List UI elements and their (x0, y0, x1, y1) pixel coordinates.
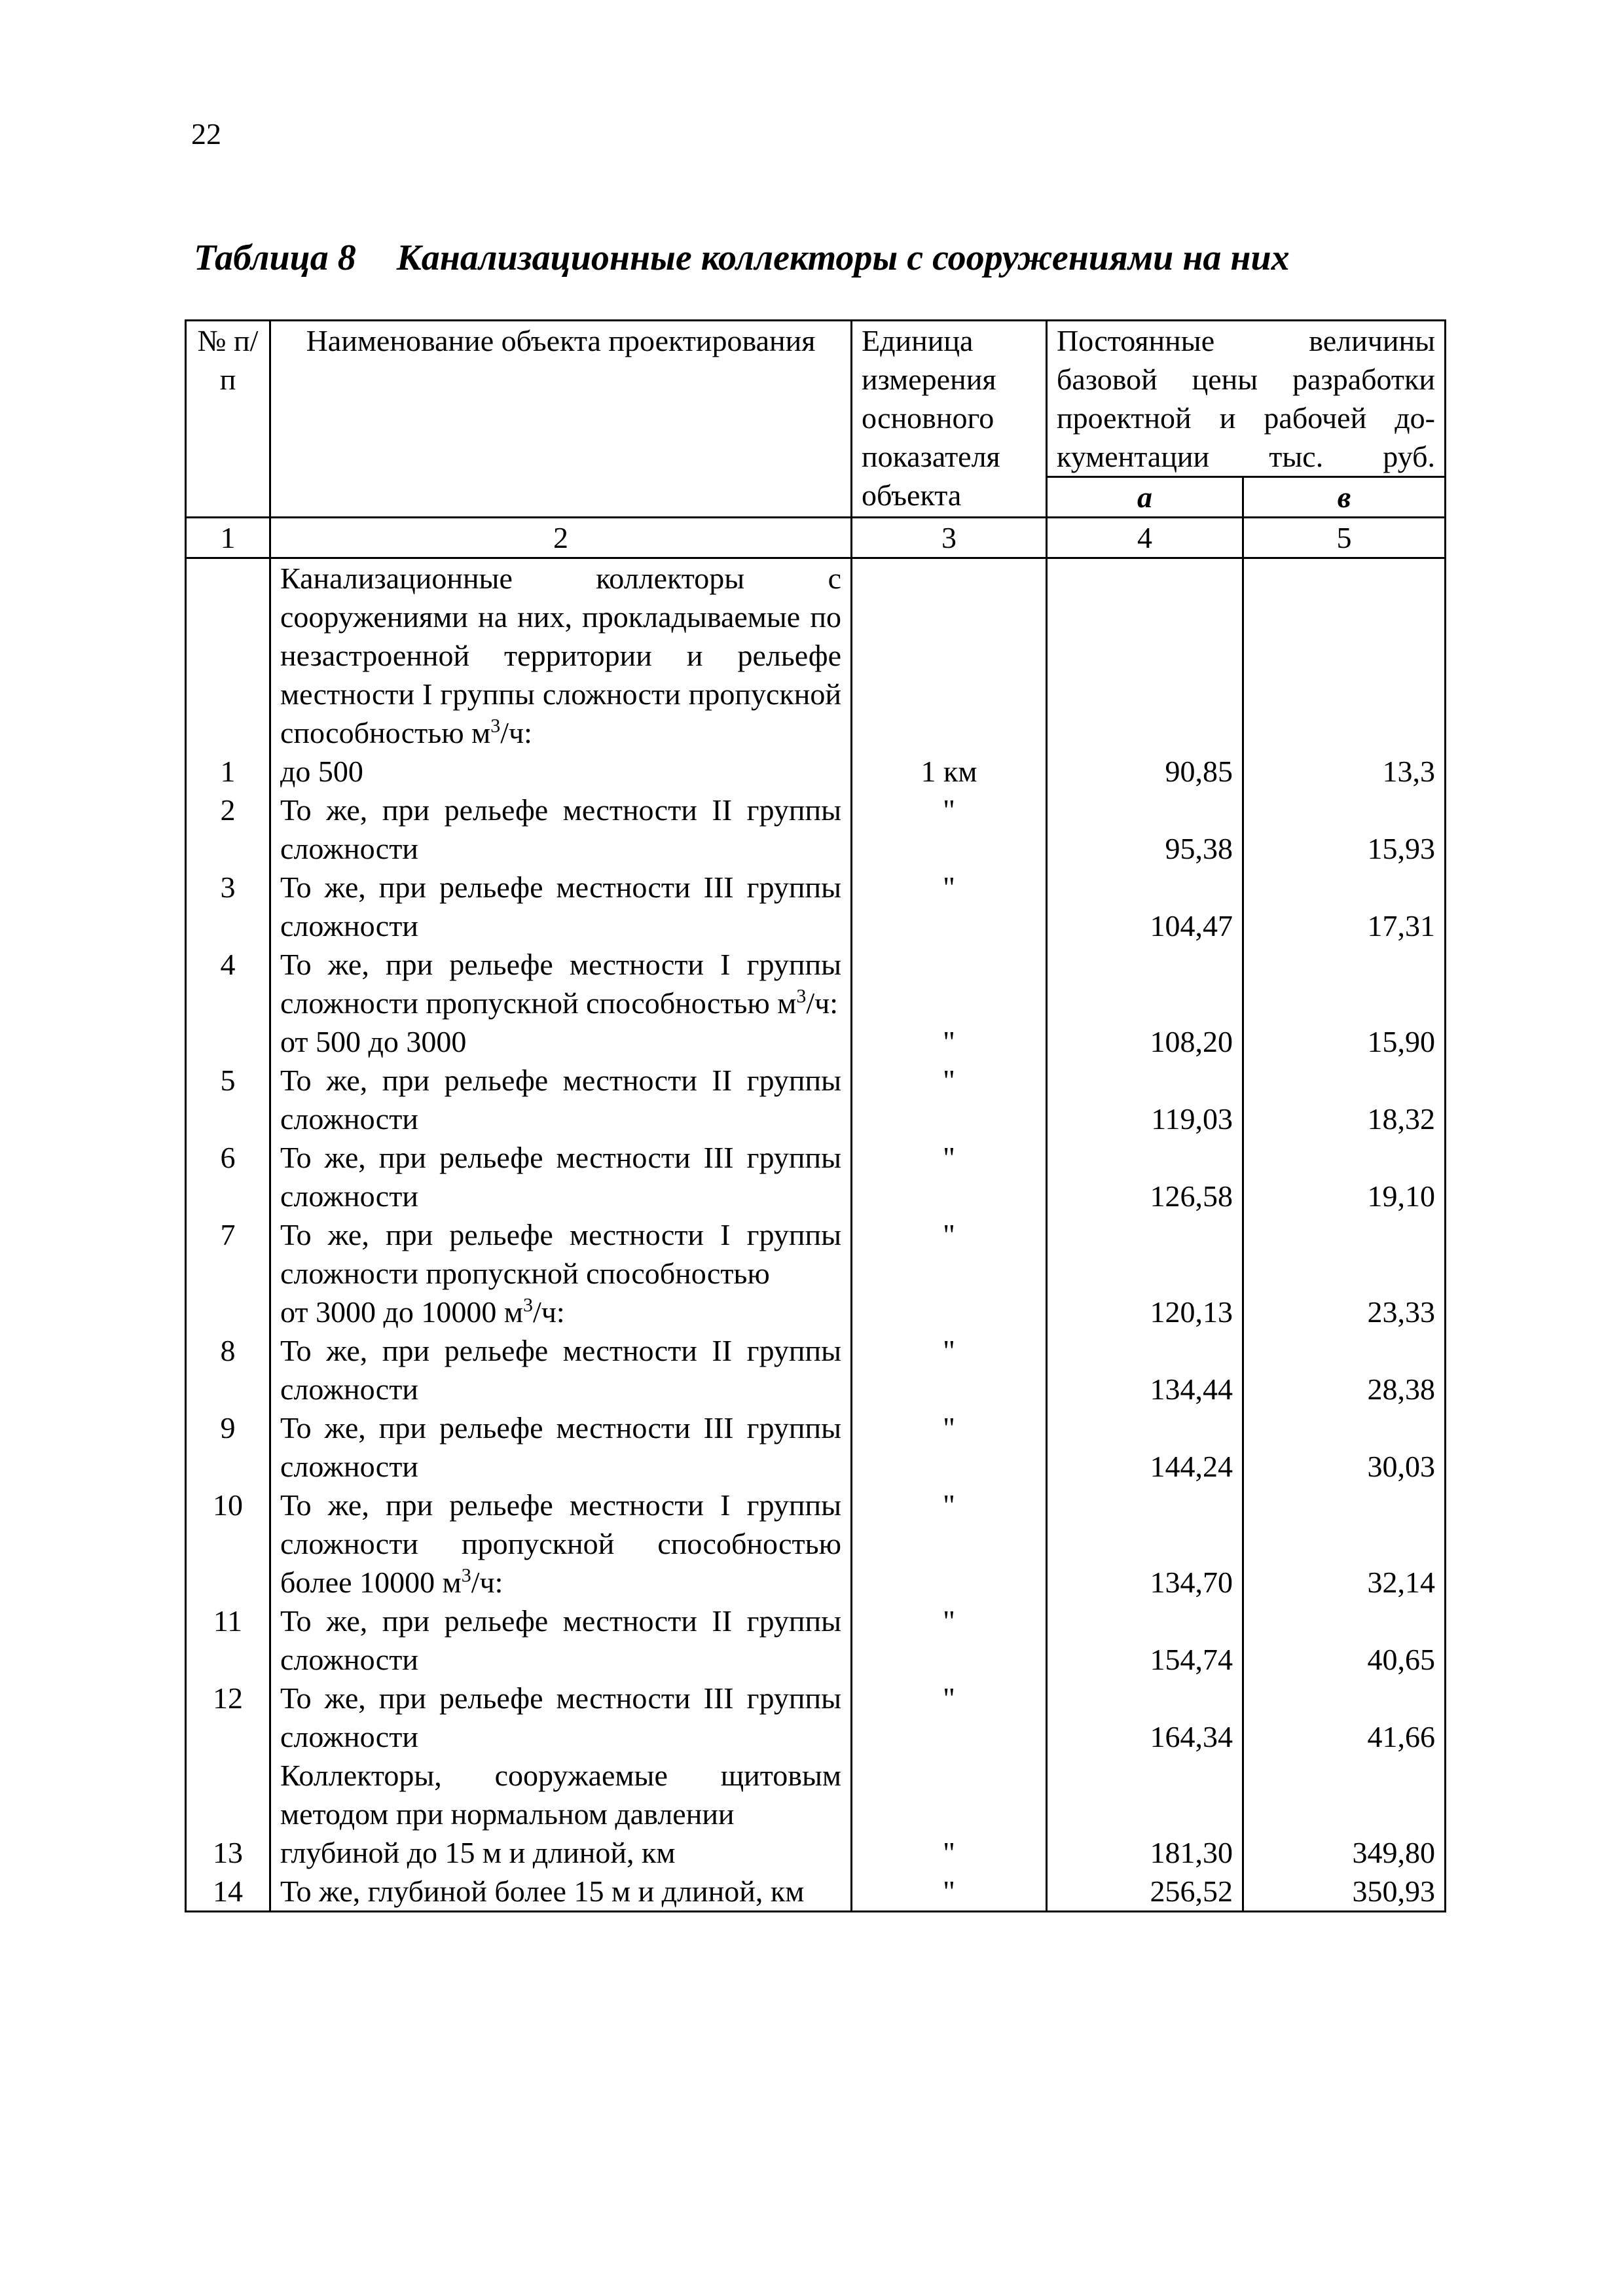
table-caption (194, 237, 1290, 279)
table-row (186, 868, 1446, 945)
object-name (270, 1872, 852, 1912)
object-name-text: То же, при рельефе местности II группы сложности (280, 1334, 841, 1406)
table-row (186, 1408, 1446, 1486)
value-a: 164,34 (1047, 1679, 1243, 1756)
unit-of-measure: " (852, 1872, 1047, 1912)
unit-of-measure: " (852, 1215, 1047, 1293)
unit-of-measure: " (852, 868, 1047, 945)
column-number: 3 (852, 518, 1047, 558)
value-a (1047, 1215, 1243, 1293)
header-sub-a: а (1047, 477, 1243, 518)
object-name-text: То же, при рельефе местности II группы сложности (280, 1604, 841, 1676)
unit-of-measure (852, 1756, 1047, 1833)
row-number: 9 (186, 1408, 270, 1486)
object-name (270, 752, 852, 791)
object-name-text: То же, при рельефе местности II группы сложности (280, 793, 841, 865)
table-row (186, 1872, 1446, 1912)
row-number: 14 (186, 1872, 270, 1912)
unit-exponent: 3 (796, 985, 807, 1007)
unit-of-measure: " (852, 1138, 1047, 1215)
row-number: 7 (186, 1215, 270, 1293)
table-row (186, 1331, 1446, 1408)
row-number: 12 (186, 1679, 270, 1756)
value-b (1243, 1756, 1446, 1833)
value-a: 134,44 (1047, 1331, 1243, 1408)
value-b: 350,93 (1243, 1872, 1446, 1912)
table-row (186, 791, 1446, 868)
unit-of-measure: " (852, 1022, 1047, 1061)
value-b (1243, 558, 1446, 753)
header-unit: Единица измерения основного показателя объекта (852, 321, 1047, 518)
row-number: 3 (186, 868, 270, 945)
row-number: 2 (186, 791, 270, 868)
object-name-text: То же, при рельефе местности I группы сложности пропускной способностью м (280, 948, 841, 1020)
value-b: 23,33 (1243, 1293, 1446, 1331)
table-row (186, 1061, 1446, 1138)
unit-tail: /ч: (533, 1295, 565, 1329)
object-name (270, 1061, 852, 1138)
value-a: 256,52 (1047, 1872, 1243, 1912)
value-b: 15,93 (1243, 791, 1446, 868)
unit-of-measure: " (852, 1408, 1047, 1486)
value-b: 32,14 (1243, 1486, 1446, 1602)
unit-of-measure: " (852, 791, 1047, 868)
unit-tail: /ч: (806, 986, 839, 1020)
value-b (1243, 945, 1446, 1022)
value-a: 181,30 (1047, 1833, 1243, 1872)
value-a: 108,20 (1047, 1022, 1243, 1061)
row-number (186, 1756, 270, 1833)
value-a: 90,85 (1047, 752, 1243, 791)
unit-tail: /ч: (500, 716, 532, 749)
column-number: 5 (1243, 518, 1446, 558)
value-b: 28,38 (1243, 1331, 1446, 1408)
unit-of-measure: " (852, 1602, 1047, 1679)
column-number-row (186, 518, 1446, 558)
row-number: 5 (186, 1061, 270, 1138)
table-row (186, 558, 1446, 753)
table-row (186, 752, 1446, 791)
unit-exponent: 3 (490, 715, 501, 737)
value-a: 95,38 (1047, 791, 1243, 868)
object-name (270, 1331, 852, 1408)
object-name (270, 1602, 852, 1679)
column-number: 1 (186, 518, 270, 558)
tariff-table (185, 319, 1446, 1912)
value-b: 18,32 (1243, 1061, 1446, 1138)
row-number: 8 (186, 1331, 270, 1408)
row-number: 13 (186, 1833, 270, 1872)
header-base-price-line-4: кументации тыс. руб. (1057, 440, 1435, 473)
row-number (186, 558, 270, 753)
object-name (270, 1679, 852, 1756)
object-name-text: То же, при рельефе местности III группы сложности (280, 870, 841, 942)
value-b: 349,80 (1243, 1833, 1446, 1872)
header-name: Наименование объекта проектирования (270, 321, 852, 518)
table-row (186, 1679, 1446, 1756)
table-row (186, 945, 1446, 1022)
value-a: 104,47 (1047, 868, 1243, 945)
object-name (270, 1408, 852, 1486)
page-number: 22 (191, 117, 221, 151)
table-row (186, 1602, 1446, 1679)
value-b: 41,66 (1243, 1679, 1446, 1756)
value-b: 17,31 (1243, 868, 1446, 945)
value-a: 144,24 (1047, 1408, 1243, 1486)
table-row (186, 1293, 1446, 1331)
object-name-text: от 3000 до 10000 м (280, 1295, 524, 1329)
object-name (270, 1215, 852, 1293)
object-name-text: до 500 (280, 755, 363, 788)
column-number: 4 (1047, 518, 1243, 558)
unit-of-measure: 1 км (852, 752, 1047, 791)
unit-of-measure: " (852, 1331, 1047, 1408)
unit-tail: /ч: (471, 1566, 503, 1599)
object-name (270, 945, 852, 1022)
value-a (1047, 558, 1243, 753)
unit-of-measure (852, 1293, 1047, 1331)
row-number: 11 (186, 1602, 270, 1679)
unit-exponent: 3 (461, 1564, 471, 1587)
unit-exponent: 3 (523, 1294, 534, 1316)
table-body (186, 558, 1446, 1912)
value-b: 19,10 (1243, 1138, 1446, 1215)
row-number: 10 (186, 1486, 270, 1602)
object-name-text: глубиной до 15 м и длиной, км (280, 1836, 676, 1869)
header-sub-b: в (1243, 477, 1446, 518)
row-number: 1 (186, 752, 270, 791)
object-name-text: То же, при рельефе местности I группы сложности пропускной способностью более 10000 м (280, 1488, 841, 1599)
unit-of-measure: " (852, 1833, 1047, 1872)
row-number (186, 1293, 270, 1331)
table-row (186, 1833, 1446, 1872)
object-name (270, 868, 852, 945)
header-base-price-line-2: базовой цены разработки (1057, 363, 1435, 396)
value-a: 154,74 (1047, 1602, 1243, 1679)
table-row (186, 1486, 1446, 1602)
value-b: 13,3 (1243, 752, 1446, 791)
object-name-text: То же, при рельефе местности III группы сложности (280, 1411, 841, 1483)
unit-of-measure: " (852, 1486, 1047, 1602)
table-row (186, 1138, 1446, 1215)
table-row (186, 1022, 1446, 1061)
object-name-text: То же, при рельефе местности I группы сложности пропускной способностью (280, 1218, 841, 1290)
object-name (270, 1022, 852, 1061)
value-a (1047, 945, 1243, 1022)
column-number: 2 (270, 518, 852, 558)
object-name-text: То же, при рельефе местности III группы сложности (280, 1141, 841, 1213)
value-a: 126,58 (1047, 1138, 1243, 1215)
value-b: 30,03 (1243, 1408, 1446, 1486)
row-number: 4 (186, 945, 270, 1022)
header-base-price-line-3: проектной и рабочей до- (1057, 401, 1435, 435)
table-title: Канализационные коллекторы с сооружениями на них (396, 238, 1290, 278)
object-name (270, 1486, 852, 1602)
table-row (186, 1756, 1446, 1833)
row-number (186, 1022, 270, 1061)
value-b: 40,65 (1243, 1602, 1446, 1679)
object-name-text: Коллекторы, сооружаемые щитовым методом при нормальном давлении (280, 1759, 841, 1831)
table-row (186, 1215, 1446, 1293)
header-base-price-line-1: Постоянные величины (1057, 324, 1435, 357)
object-name (270, 558, 852, 753)
unit-of-measure: " (852, 1061, 1047, 1138)
value-a: 134,70 (1047, 1486, 1243, 1602)
value-b: 15,90 (1243, 1022, 1446, 1061)
row-number: 6 (186, 1138, 270, 1215)
unit-of-measure (852, 945, 1047, 1022)
value-a (1047, 1756, 1243, 1833)
object-name (270, 1833, 852, 1872)
object-name (270, 791, 852, 868)
header-base-price (1047, 321, 1446, 477)
object-name-text: То же, при рельефе местности III группы сложности (280, 1681, 841, 1753)
unit-of-measure (852, 558, 1047, 753)
object-name (270, 1293, 852, 1331)
value-a: 120,13 (1047, 1293, 1243, 1331)
object-name-text: Канализационные коллекторы с сооружениями на них, прокладываемые по незастроенной территории и рельефе местности I группы сложности пропускной способностью м (280, 562, 841, 749)
object-name-text: То же, при рельефе местности II группы сложности (280, 1064, 841, 1136)
object-name-text: от 500 до 3000 (280, 1025, 467, 1058)
unit-of-measure: " (852, 1679, 1047, 1756)
value-b (1243, 1215, 1446, 1293)
object-name-text: То же, глубиной более 15 м и длиной, км (280, 1874, 805, 1908)
object-name (270, 1756, 852, 1833)
value-a: 119,03 (1047, 1061, 1243, 1138)
object-name (270, 1138, 852, 1215)
table-label: Таблица 8 (194, 238, 356, 278)
header-number: № п/п (186, 321, 270, 518)
